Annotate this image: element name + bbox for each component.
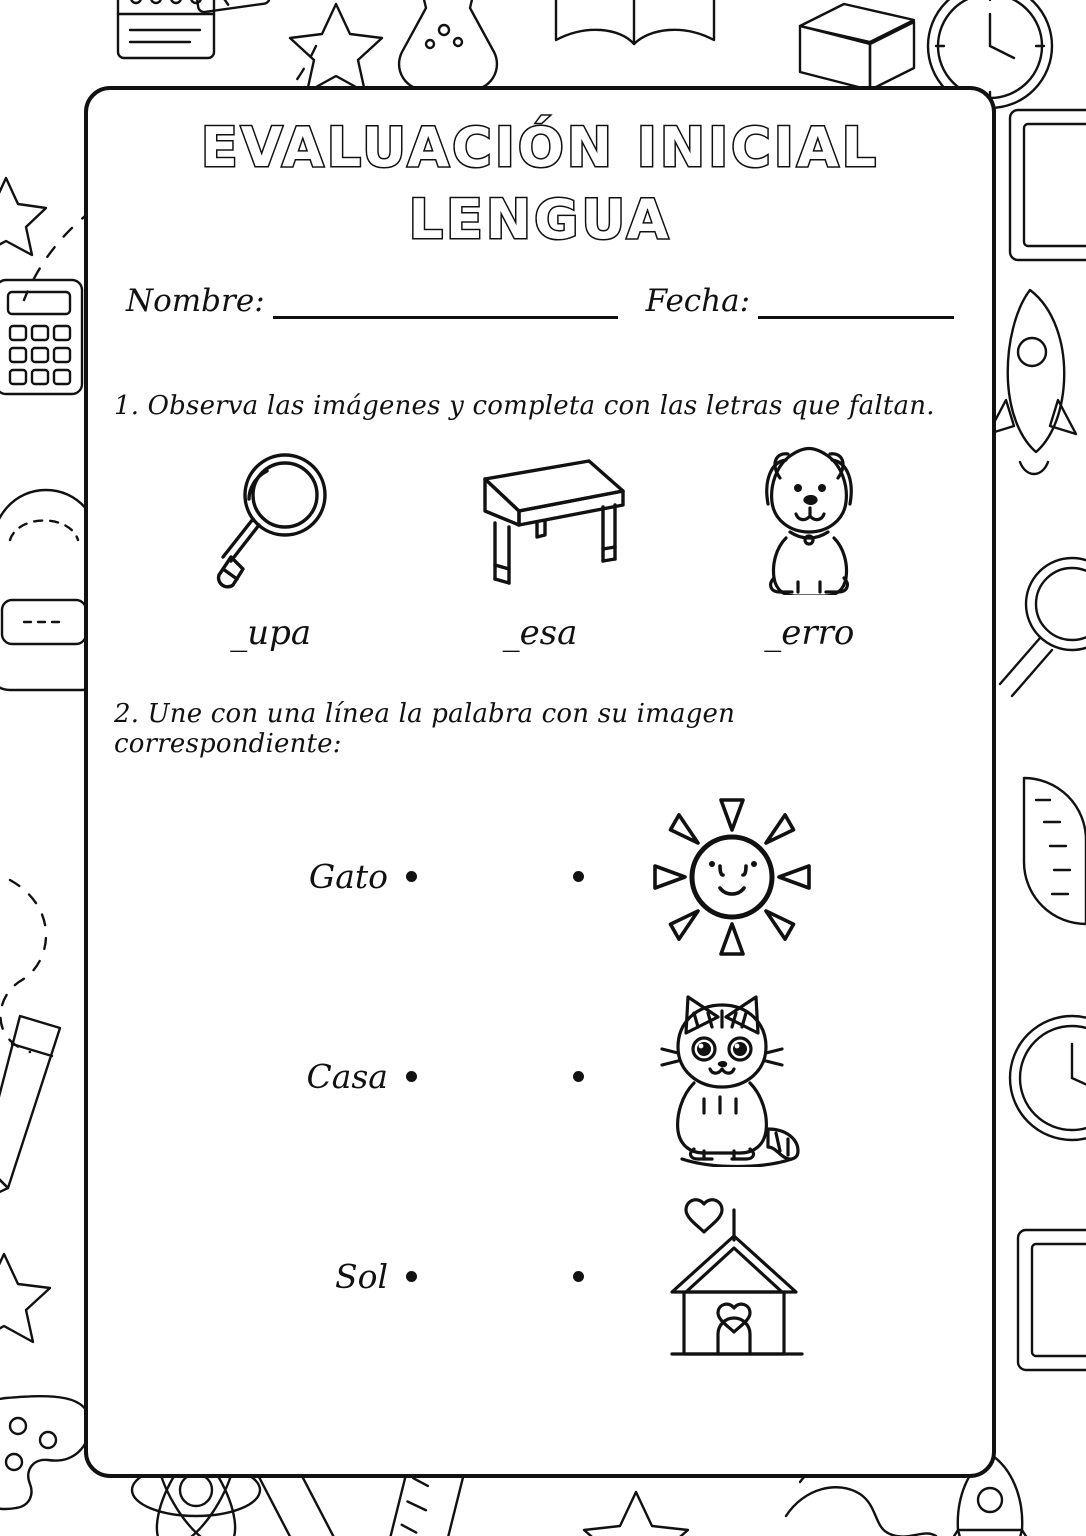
name-date-row	[88, 257, 992, 319]
doodle-paint-palette	[0, 1396, 90, 1509]
cat-icon	[584, 987, 992, 1167]
exercise-2-prompt: 2. Une con una línea la palabra con su imagen correspondiente:	[114, 698, 736, 759]
match-row	[88, 977, 992, 1177]
worksheet-sheet	[84, 86, 996, 1478]
doodle-3d-box	[800, 4, 914, 90]
match-dot-right-3[interactable]	[573, 1271, 584, 1282]
match-word-3: Sol	[334, 1257, 388, 1297]
doodle-frame-bottom-right	[1018, 1230, 1086, 1370]
doodle-eraser	[194, 0, 271, 13]
doodle-book	[556, 0, 714, 44]
worksheet-title-block	[88, 90, 992, 257]
match-dot-right-2[interactable]	[573, 1071, 584, 1082]
date-label: Fecha:	[645, 282, 751, 319]
exercise-1-word-2[interactable]: _esa	[502, 612, 578, 653]
name-label: Nombre:	[126, 282, 265, 319]
doodle-protractor	[1024, 778, 1086, 924]
exercise-1-item-1	[156, 435, 386, 653]
doodle-clock-right	[1010, 1016, 1086, 1140]
doodle-rocket	[988, 290, 1076, 474]
doodle-paint-splash-bottom	[786, 1468, 936, 1536]
magnifying-glass-icon	[156, 435, 386, 595]
exercise-1-prompt: 1. Observa las imágenes y completa con las letras que faltan.	[114, 390, 935, 421]
doodle-magnifier-right	[1000, 558, 1086, 696]
doodle-calculator	[0, 280, 82, 394]
doodle-frame-top-right	[1010, 110, 1086, 260]
page-title-line-2: LENGUA	[408, 188, 672, 252]
exercise-1-item-2	[425, 435, 655, 653]
match-row	[88, 777, 992, 977]
doodle-pencil-left	[0, 1016, 60, 1204]
doodle-flask	[399, 0, 497, 90]
match-dot-left-3[interactable]	[406, 1271, 417, 1282]
match-word-1: Gato	[308, 857, 388, 897]
match-dot-left-2[interactable]	[406, 1071, 417, 1082]
doodle-star-small-left	[0, 178, 46, 255]
exercise-1-item-3	[694, 435, 924, 653]
doodle-star-bottom-left	[0, 1254, 50, 1342]
match-word-2: Casa	[306, 1057, 388, 1097]
dog-icon	[694, 435, 924, 595]
match-row	[88, 1177, 992, 1377]
exercise-1-items	[88, 421, 992, 653]
match-dot-left-1[interactable]	[406, 871, 417, 882]
exercise-1-word-1[interactable]: _upa	[230, 612, 312, 653]
match-dot-right-1[interactable]	[573, 871, 584, 882]
exercise-2-rows	[88, 759, 992, 1377]
date-input-line[interactable]	[758, 286, 954, 319]
house-icon	[584, 1182, 992, 1372]
sun-icon	[584, 792, 992, 962]
page-title-line-1: EVALUACIÓN INICIAL	[200, 116, 880, 179]
exercise-1-word-3[interactable]: _erro	[764, 612, 855, 653]
name-input-line[interactable]	[273, 286, 618, 319]
doodle-dashed-loop	[0, 880, 46, 1052]
doodle-star-bottom	[584, 1492, 688, 1536]
doodle-star	[290, 4, 382, 92]
table-icon	[425, 435, 655, 595]
